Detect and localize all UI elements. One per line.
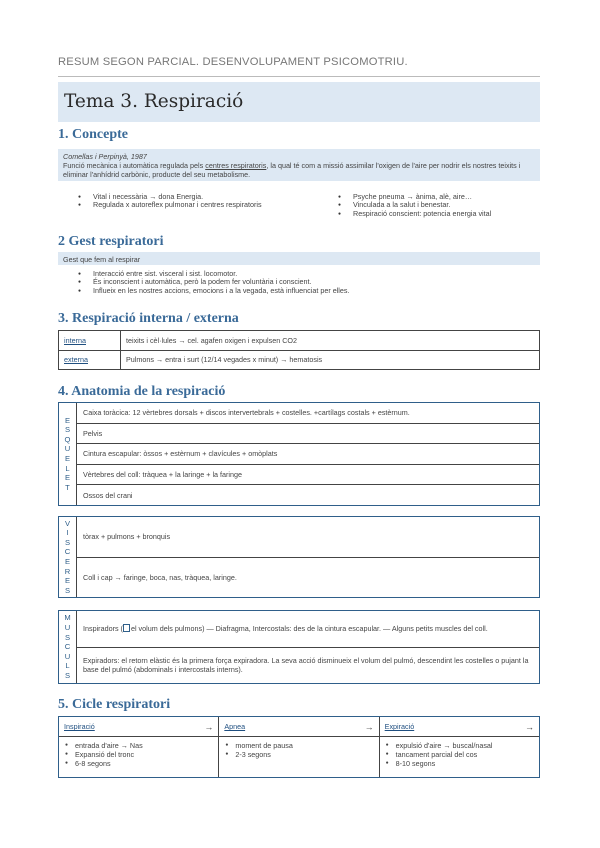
concept-bullets-right	[336, 193, 546, 218]
side-letter: E	[64, 454, 71, 463]
side-letter: S	[64, 670, 71, 680]
esquelet-box	[58, 402, 540, 506]
cycle-list	[223, 741, 293, 759]
esquelet-row: Cintura escapular: òssos + estèrnum + clavícules + omòplats	[77, 444, 539, 465]
list-item: ● moment de pausa	[223, 741, 293, 750]
section-heading-concepte: 1. Concepte	[58, 127, 128, 142]
list-item: ● Vinculada a la salut i benestar.	[336, 201, 546, 209]
side-letter: M	[64, 613, 71, 623]
inspiradors-text	[83, 624, 488, 633]
list-item: ● Influeix en les nostres accions, emocions i a la vegada, està influenciat per elles.	[76, 287, 536, 295]
side-letter: E	[64, 557, 71, 566]
quote-author: Comellas i Perpinyà, 1987	[63, 152, 147, 161]
cycle-table	[58, 716, 540, 778]
side-letter: U	[64, 444, 71, 454]
visceres-side-label	[59, 517, 77, 597]
visceres-row: tòrax + pulmons + bronquis	[77, 517, 539, 558]
esquelet-row: Vèrtebres del coll: tràquea + la laringe + la faringe	[77, 465, 539, 486]
table-value-cell: Pulmons → entra i surt (12/14 vegades x minut) → hematosis	[121, 350, 540, 370]
inspiradors-part: Inspiradors (	[83, 624, 123, 634]
muscles-side-label	[59, 611, 77, 683]
visceres-box	[58, 516, 540, 598]
side-letter: U	[64, 651, 71, 661]
list-item: ● Regulada x autoreflex pulmonar i centres respiratoris	[76, 201, 286, 209]
section-heading-anatomia: 4. Anatomia de la respiració	[58, 384, 226, 399]
quote-highlight: centres respiratoris	[205, 161, 267, 170]
table-key-cell: externa	[59, 350, 121, 370]
side-letter: S	[64, 585, 71, 595]
side-letter: E	[64, 473, 71, 483]
side-letter: S	[64, 632, 71, 642]
table-row	[59, 350, 540, 370]
esquelet-row: Pelvis	[77, 424, 539, 445]
visceres-rows	[77, 517, 539, 597]
cycle-header	[219, 717, 378, 737]
muscles-box	[58, 610, 540, 684]
muscles-row: Expiradors: el retorn elàstic és la primera força expiradora. La seva acció disminueix el volum del pulmó, descendint les costelles o pujant la base del pulmó (abdominals i intercostals interns).	[83, 656, 529, 675]
quote-text-part: , la qual té com a missió assimilar l'oxigen de l'aire per nodrir els nostres teixits i eliminar l'anhídrid carbònic, producte del seu metabolisme.	[63, 161, 521, 179]
cycle-label: Expiració	[384, 722, 415, 731]
list-item: ● 2-3 segons	[223, 750, 293, 759]
side-letter: C	[64, 547, 71, 557]
side-letter: R	[64, 566, 71, 576]
cycle-label: Apnea	[224, 722, 246, 731]
cycle-header	[380, 717, 539, 737]
side-letter: I	[66, 528, 69, 538]
muscles-rows	[77, 611, 539, 683]
cycle-column-inspiracio	[59, 717, 219, 777]
title-box	[58, 82, 540, 122]
cycle-body	[219, 737, 378, 777]
list-item: ● Respiració conscient: potencia energia vital	[336, 210, 546, 218]
cycle-column-expiracio	[380, 717, 539, 777]
list-item: ● És inconscient i automàtica, però la podem fer voluntària i conscient.	[76, 278, 536, 286]
side-letter: E	[64, 576, 71, 586]
side-letter: L	[65, 463, 70, 473]
cycle-body	[380, 737, 539, 777]
side-letter: S	[64, 425, 71, 435]
side-letter: U	[64, 623, 71, 633]
definition-quote	[58, 149, 540, 181]
cycle-label: Inspiració	[64, 722, 95, 731]
list-item: ● Expansió del tronc	[63, 750, 143, 759]
list-item: ● tancament parcial del cos	[384, 750, 493, 759]
header-divider	[58, 76, 540, 77]
page-title: Tema 3. Respiració	[64, 91, 244, 112]
list-item: ● Vital i necessària → dona Energia.	[76, 193, 286, 201]
esquelet-row: Ossos del crani	[83, 490, 133, 500]
side-letter: Q	[64, 434, 71, 444]
cycle-list	[384, 741, 493, 768]
section-heading-respiracio: 3. Respiració interna / externa	[58, 311, 239, 326]
inspiradors-part: el volum dels pulmons) — Diafragma, Intercostals: des de la cintura escapular. — Alguns petits muscles del coll.	[130, 624, 488, 634]
table-value-cell: teixits i cèl·lules → cel. agafen oxigen i expulsen CO2	[121, 331, 540, 351]
section-heading-gest: 2 Gest respiratori	[58, 234, 164, 249]
list-item: ● Interacció entre sist. visceral i sist. locomotor.	[76, 270, 536, 278]
esquelet-side-label	[59, 403, 77, 505]
table-row	[59, 331, 540, 351]
side-letter: S	[64, 537, 71, 547]
list-item: ● 8-10 segons	[384, 759, 493, 768]
side-letter: E	[64, 415, 71, 425]
increase-icon	[123, 624, 130, 632]
concept-bullets-left	[76, 193, 286, 210]
muscles-row	[77, 611, 539, 648]
gest-bullets	[76, 270, 536, 295]
quote-text	[63, 161, 535, 179]
side-letter: L	[65, 661, 70, 671]
arrow-right-icon: →	[524, 721, 534, 732]
table-key-cell: interna	[59, 331, 121, 351]
list-item: ● entrada d'aire → Nas	[63, 741, 143, 750]
side-letter: V	[64, 518, 71, 528]
gest-band: Gest que fem al respirar	[58, 252, 540, 265]
cycle-body	[59, 737, 218, 777]
side-letter: T	[65, 482, 70, 492]
side-letter: C	[64, 642, 71, 652]
visceres-row: Coll i cap → faringe, boca, nas, tràquea, laringe.	[83, 572, 237, 582]
respiration-table	[58, 330, 540, 370]
cycle-header	[59, 717, 218, 737]
cycle-column-apnea	[219, 717, 379, 777]
list-item: ● expulsió d'aire → buscal/nasal	[384, 741, 493, 750]
arrow-right-icon: →	[364, 721, 374, 732]
list-item: ● Psyche pneuma → ànima, alè, aire…	[336, 193, 546, 201]
esquelet-rows	[77, 403, 539, 505]
esquelet-row: Caixa toràcica: 12 vèrtebres dorsals + discos intervertebrals + costelles. +cartílags costals + estèrnum.	[77, 403, 539, 424]
list-item: ● 6-8 segons	[63, 759, 143, 768]
document-header: RESUM SEGON PARCIAL. DESENVOLUPAMENT PSICOMOTRIU.	[58, 56, 408, 68]
section-heading-cicle: 5. Cicle respiratori	[58, 697, 171, 712]
quote-text-part: Funció mecànica i automàtica regulada pels	[63, 161, 206, 170]
cycle-list	[63, 741, 143, 768]
arrow-right-icon: →	[204, 721, 214, 732]
